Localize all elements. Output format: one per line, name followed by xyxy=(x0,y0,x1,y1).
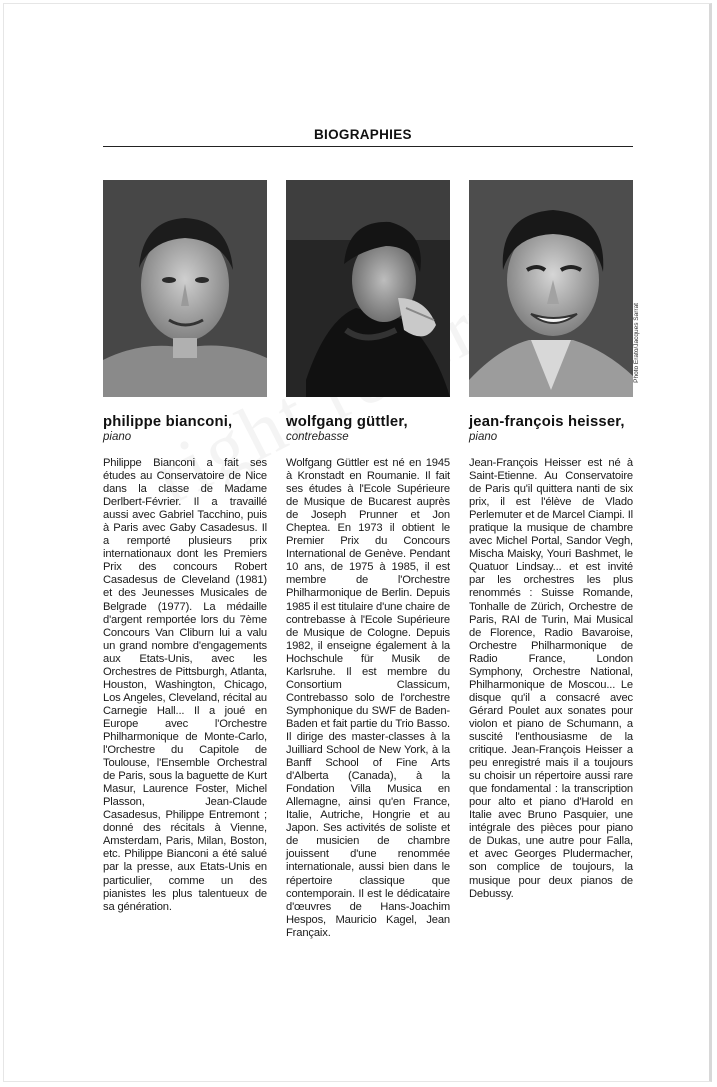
artist-name: jean-françois heisser, xyxy=(469,414,625,430)
artist-biography: Philippe Bianconi a fait ses études au Conservatoire de Nice dans la classe de Madame Derlbert-Février. Il a travaillé aussi avec Gabriel Tacchino, puis à Paris avec Gaby Casadesus. Il a remporté plusieurs prix internationaux dont les Premiers Prix des concours Robert Casadesus de Cleveland (1981) et des Jeunesses Musicales de Belgrade (1977). La médaille d'argent remportée lors du 7ème Concours Van Cliburn lui a valu un grand nombre d'engagements aux Etats-Unis, avec les Orchestres de Pittsburgh, Atlanta, Houston, Washington, Chicago, Los Angeles, Cleveland, récital au Carnegie Hall... Il a joué en Europe avec l'Orchestre Philharmonique de Monte-Carlo, l'Orchestre du Capitole de Toulouse, l'Ensemble Orchestral de Paris, sous la baguette de Kurt Masur, Laurence Foster, Michel Plasson, Jean-Claude Casadesus, Philippe Entremont ; donné des récitals à Vienne, Amsterdam, Paris, Milan, Boston, etc. Philippe Bianconi a été salué par la presse, aux Etats-Unis en particulier, comme un des pianistes les plus talentueux de sa génération. xyxy=(103,457,267,913)
portrait-photo-heisser xyxy=(469,180,633,397)
artist-instrument: piano xyxy=(103,431,132,443)
artist-name: philippe bianconi, xyxy=(103,414,233,430)
photo-credit: Photo Erato/Jacques Sarrat xyxy=(633,303,640,383)
artist-biography: Jean-François Heisser est né à Saint-Etienne. Au Conservatoire de Paris qu'il quittera nanti de six prix, il est l'élève de Vlado Perlemuter et de Marcel Ciampi. Il pratique la musique de chambre avec Michel Portal, Sandor Vegh, Mischa Maisky, Youri Bashmet, le Quatuor Lindsay... et est invité par les orchestres les plus renommés : Suisse Romande, Tonhalle de Zürich, Orchestre de Paris, RAI de Turin, Mai Musical de Florence, Radio Bavaroise, Orchestre Philharmonique de Radio France, London Symphony, Orchestre National, Philharmonique de Moscou... Le disque qu'il a consacré avec Gérard Poulet aux sonates pour violon et piano de Schumann, a suscité l'enthousiasme de la critique. Jean-François Heisser a peu enregistré mais il a toujours su choisir un répertoire aussi rare que fondamental : la transcription pour alto et piano d'Harold en Italie avec Bruno Pasquier, une intégrale des pièces pour piano de Dukas, une autre pour Falla, et avec Georges Pludermacher, son complice de toujours, la musique pour deux pianos de Debussy. xyxy=(469,457,634,900)
biography-column-heisser xyxy=(469,180,633,901)
artist-name: wolfgang güttler, xyxy=(286,414,408,430)
page-title: BIOGRAPHIES xyxy=(314,127,412,142)
artist-biography: Wolfgang Güttler est né en 1945 à Kronstadt en Roumanie. Il fait ses études à l'Ecole Supérieure de Musique de Bucarest auprès de Joseph Prunner et Jon Cheptea. En 1973 il obtient le Premier Prix du Concours International de Genève. Pendant 10 ans, de 1975 à 1985, il est membre de l'Orchestre Philharmonique de Berlin. Depuis 1985 il est titulaire d'une chaire de contrebasse à l'Ecole Supérieure de Musique de Cologne. Depuis 1982, il enseigne également à la Hochschule für Musik de Karlsruhe. Il est membre du Consortium Classicum, Contrebasso solo de l'orchestre Symphonique du SWF de Baden-Baden et fait partie du Trio Basso. Il dirige des master-classes à la Juilliard School de New York, à la Banff School of Fine Arts d'Alberta (Canada), à la Fondation Villa Musica en Allemagne, ainsi qu'en France, Italie, Autriche, Hongrie et au Japon. Ses activités de soliste et de musicien de chambre jouissent d'une renommée internationale, aussi bien dans le répertoire classique que contemporain. Il est le dédicataire d'œuvres de Hans-Joachim Hespos, Mauricio Kagel, Jean Françaix. xyxy=(286,457,450,939)
portrait-photo-guttler xyxy=(286,180,450,397)
artist-instrument: piano xyxy=(469,431,498,443)
portrait-photo-bianconi xyxy=(103,180,267,397)
artist-instrument: contrebasse xyxy=(286,431,349,443)
section-header xyxy=(103,126,633,147)
biography-column-bianconi xyxy=(103,180,267,914)
biography-column-guttler xyxy=(286,180,450,940)
